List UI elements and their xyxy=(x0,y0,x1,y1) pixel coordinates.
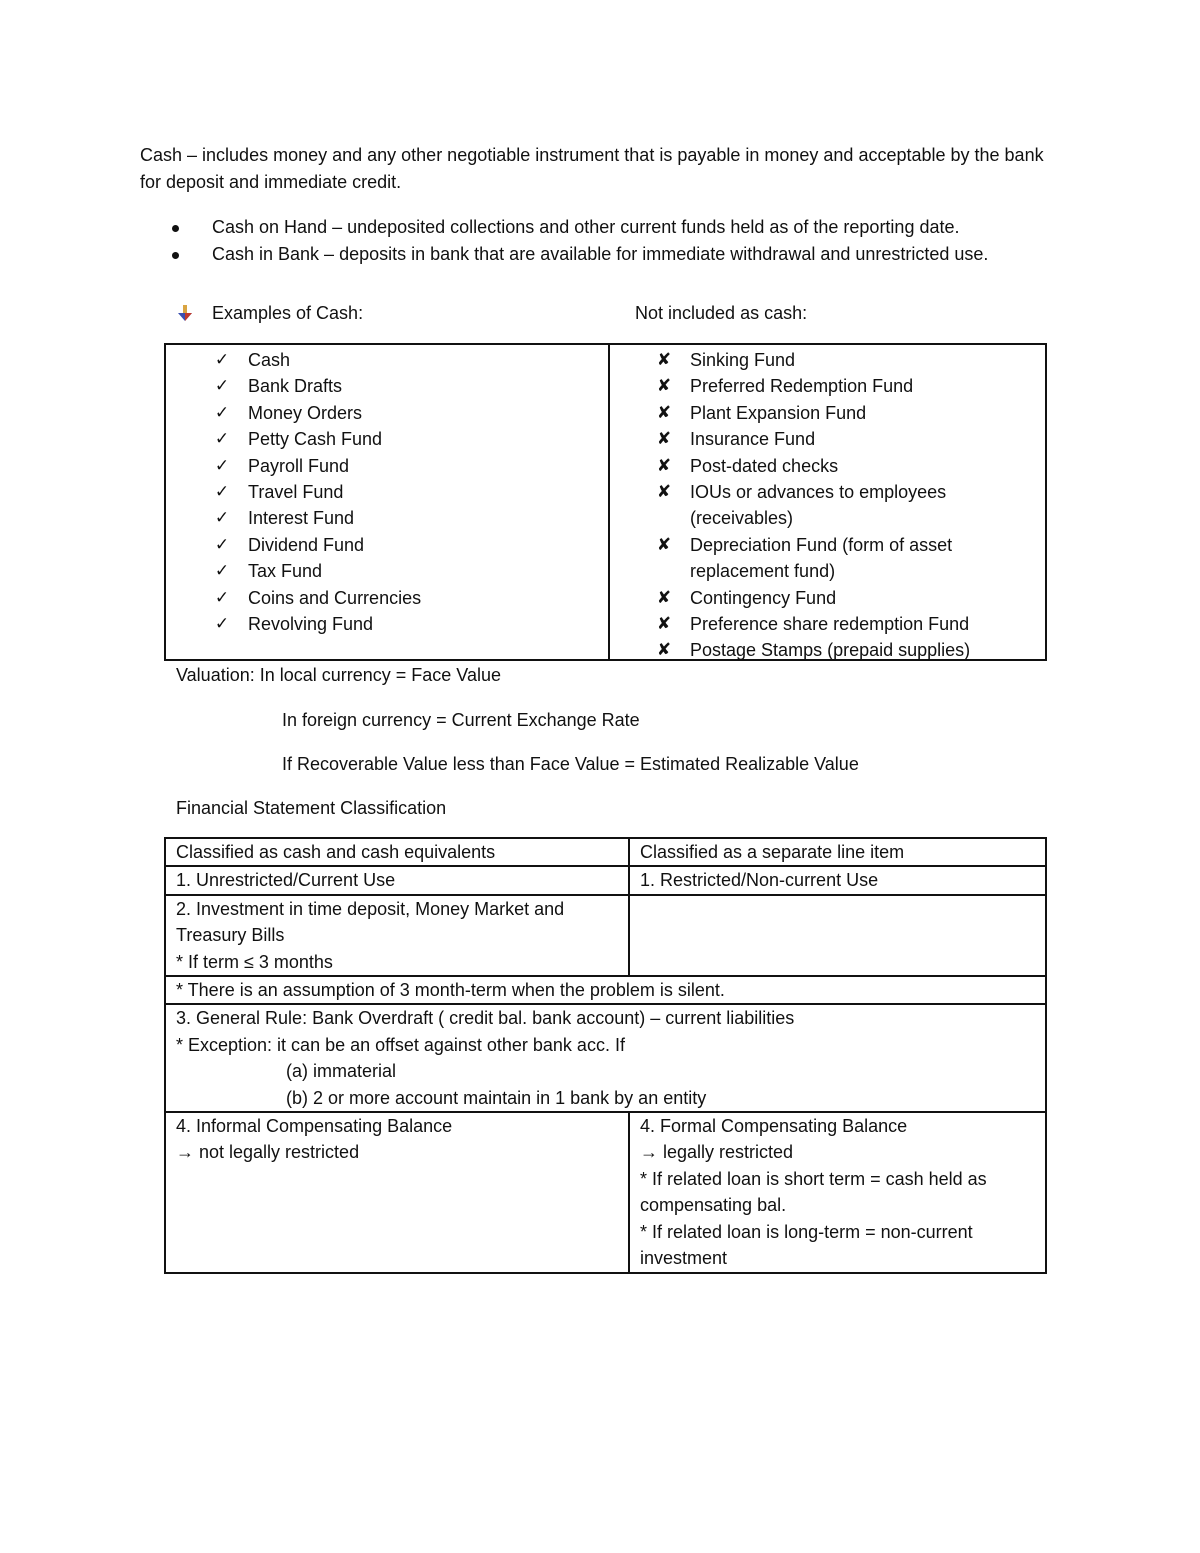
check-icon: ✓ xyxy=(214,482,230,502)
check-icon: ✓ xyxy=(214,402,230,422)
arrow-down-icon xyxy=(176,304,194,322)
cell-line: → legally restricted xyxy=(640,1142,794,1163)
list-item-text: Interest Fund xyxy=(248,508,355,529)
examples-column xyxy=(166,345,610,659)
list-item xyxy=(610,585,1045,611)
cell-line: * Exception: it can be an offset against other bank acc. If xyxy=(176,1034,625,1055)
list-item xyxy=(166,400,608,426)
table-cell xyxy=(165,1004,1046,1112)
table-cell xyxy=(629,1112,1046,1272)
x-icon: ✘ xyxy=(656,534,672,554)
list-item xyxy=(166,505,608,531)
list-item-text: Preference share redemption Fund xyxy=(690,614,970,635)
table-header-cell: Classified as cash and cash equivalents xyxy=(165,838,629,866)
cash-definition: Cash – includes money and any other negotiable instrument that is payable in money and acceptable by the bank for deposit and immediate credit. xyxy=(140,145,1044,192)
table-row xyxy=(165,1004,1046,1112)
bullet-item xyxy=(168,214,1048,241)
check-icon: ✓ xyxy=(214,508,230,528)
list-item-text: Insurance Fund xyxy=(690,429,816,450)
check-icon: ✓ xyxy=(214,614,230,634)
examples-heading-row xyxy=(176,300,1056,327)
x-icon: ✘ xyxy=(656,482,672,502)
list-item xyxy=(610,453,1045,479)
cash-examples-table xyxy=(164,343,1047,661)
list-item xyxy=(610,347,1045,373)
list-item-text: Depreciation Fund (form of asset replacement fund) xyxy=(690,534,953,582)
list-item xyxy=(166,426,608,452)
table-header-cell: Classified as a separate line item xyxy=(629,838,1046,866)
check-icon: ✓ xyxy=(214,455,230,475)
list-item xyxy=(610,426,1045,452)
cell-line: * If related loan is long-term = non-current investment xyxy=(640,1221,973,1269)
list-item xyxy=(166,532,608,558)
table-cell: 1. Unrestricted/Current Use xyxy=(165,866,629,894)
bullet-list xyxy=(168,214,1048,268)
list-item xyxy=(610,373,1045,399)
list-item xyxy=(610,479,1045,532)
check-icon: ✓ xyxy=(214,587,230,607)
x-icon: ✘ xyxy=(656,402,672,422)
list-item-text: Plant Expansion Fund xyxy=(690,402,867,423)
list-item-text: Post-dated checks xyxy=(690,455,839,476)
not-included-heading: Not included as cash: xyxy=(635,303,808,323)
cell-line: (a) immaterial xyxy=(286,1061,397,1082)
cell-line: 3. General Rule: Bank Overdraft ( credit bal. bank account) – current liabilities xyxy=(176,1008,795,1029)
list-item-text: Revolving Fund xyxy=(248,614,374,635)
list-item xyxy=(166,453,608,479)
cell-line: (b) 2 or more account maintain in 1 bank by an entity xyxy=(286,1087,707,1108)
list-item-text: Tax Fund xyxy=(248,561,323,582)
classification-table xyxy=(164,837,1047,1274)
bullet-item xyxy=(168,241,1048,268)
bullet-icon xyxy=(168,241,212,268)
cell-line: 4. Informal Compensating Balance xyxy=(176,1116,453,1137)
table-row xyxy=(165,866,1046,894)
valuation-recoverable: If Recoverable Value less than Face Value = Estimated Realizable Value xyxy=(282,754,859,774)
list-item xyxy=(610,637,1045,663)
valuation-foreign: In foreign currency = Current Exchange Rate xyxy=(282,710,640,730)
table-cell xyxy=(165,895,629,976)
list-item-text: Payroll Fund xyxy=(248,455,350,476)
list-item-text: Dividend Fund xyxy=(248,534,365,555)
cell-line: 4. Formal Compensating Balance xyxy=(640,1116,908,1137)
table-header-row xyxy=(165,838,1046,866)
check-icon: ✓ xyxy=(214,561,230,581)
bullet-text: Cash on Hand – undeposited collections and other current funds held as of the reporting date. xyxy=(212,217,960,237)
list-item xyxy=(610,532,1045,585)
list-item xyxy=(166,373,608,399)
x-icon: ✘ xyxy=(656,350,672,369)
x-icon: ✘ xyxy=(656,614,672,634)
examples-heading: Examples of Cash: xyxy=(212,303,364,323)
list-item-text: Travel Fund xyxy=(248,482,344,503)
list-item xyxy=(610,611,1045,637)
list-item xyxy=(166,585,608,611)
list-item xyxy=(166,347,608,373)
table-cell: 1. Restricted/Non-current Use xyxy=(629,866,1046,894)
list-item xyxy=(166,611,608,637)
list-item xyxy=(166,479,608,505)
list-item-text: Sinking Fund xyxy=(690,350,796,370)
list-item-text: Contingency Fund xyxy=(690,587,837,608)
not-included-column xyxy=(610,345,1045,659)
list-item-text: Preferred Redemption Fund xyxy=(690,376,914,397)
list-item-text: Money Orders xyxy=(248,402,363,423)
table-row xyxy=(165,895,1046,976)
check-icon: ✓ xyxy=(214,376,230,396)
cell-line: → not legally restricted xyxy=(176,1142,360,1163)
section-title: Financial Statement Classification xyxy=(176,798,447,818)
table-row xyxy=(165,1112,1046,1272)
table-cell: * There is an assumption of 3 month-term when the problem is silent. xyxy=(165,976,1046,1004)
x-icon: ✘ xyxy=(656,376,672,396)
list-item-text: Coins and Currencies xyxy=(248,587,422,608)
table-cell xyxy=(165,1112,629,1272)
cell-line: * If related loan is short term = cash held as compensating bal. xyxy=(640,1168,987,1216)
cell-line: * If term ≤ 3 months xyxy=(176,951,333,972)
bullet-text: Cash in Bank – deposits in bank that are available for immediate withdrawal and unrestricted use. xyxy=(212,244,989,264)
check-icon: ✓ xyxy=(214,429,230,449)
table-cell xyxy=(629,895,1046,976)
table-row xyxy=(165,976,1046,1004)
x-icon: ✘ xyxy=(656,587,672,607)
x-icon: ✘ xyxy=(656,640,672,660)
cell-line: 2. Investment in time deposit, Money Market and Treasury Bills xyxy=(176,898,565,946)
valuation-local: Valuation: In local currency = Face Value xyxy=(176,665,502,685)
list-item xyxy=(610,400,1045,426)
check-icon: ✓ xyxy=(214,350,230,369)
list-item-text: Cash xyxy=(248,350,291,370)
list-item-text: Postage Stamps (prepaid supplies) xyxy=(690,640,971,661)
x-icon: ✘ xyxy=(656,429,672,449)
list-item-text: Bank Drafts xyxy=(248,376,343,397)
x-icon: ✘ xyxy=(656,455,672,475)
list-item-text: Petty Cash Fund xyxy=(248,429,383,450)
bullet-icon xyxy=(168,214,212,241)
list-item xyxy=(166,558,608,584)
check-icon: ✓ xyxy=(214,534,230,554)
list-item-text: IOUs or advances to employees (receivables) xyxy=(690,482,947,529)
